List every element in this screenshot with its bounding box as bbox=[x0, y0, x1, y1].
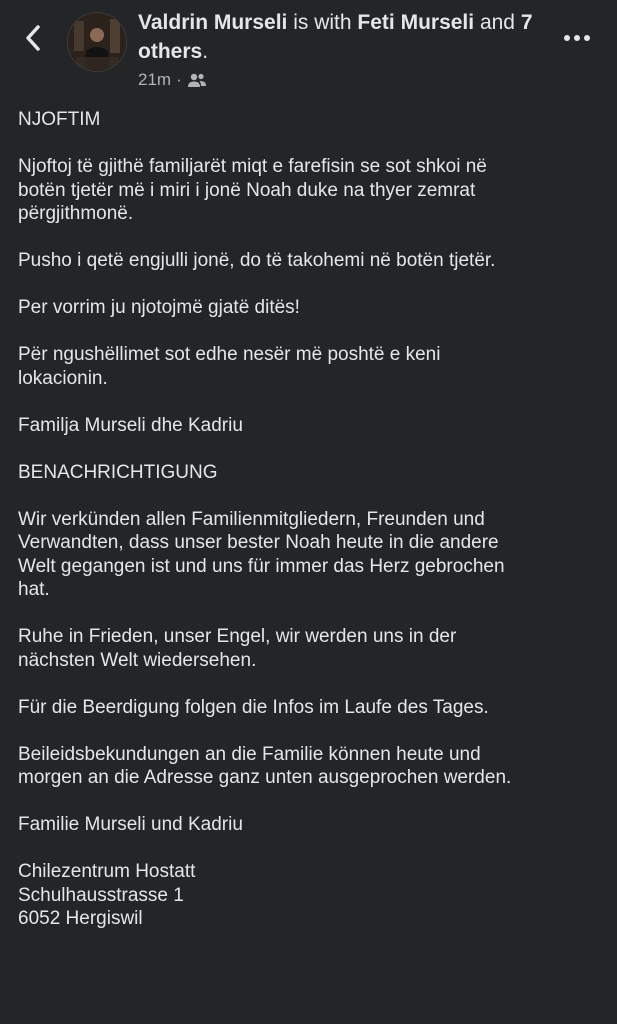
post-paragraph: Njoftoj të gjithë familjarët miqt e farefisin se sot shkoi në botën tjetër më i miri i jonë Noah duke na thyer zemrat përgjithmonë. bbox=[18, 156, 487, 224]
chevron-left-icon bbox=[24, 24, 42, 52]
friends-icon[interactable] bbox=[187, 72, 207, 88]
post-meta bbox=[138, 70, 548, 90]
meta-separator: · bbox=[176, 70, 182, 89]
post-paragraph: Për ngushëllimet sot edhe nesër më poshtë e keni lokacionin. bbox=[18, 344, 441, 389]
post-header-text bbox=[138, 8, 548, 90]
post-header bbox=[0, 0, 617, 100]
post-paragraph: Für die Beerdigung folgen die Infos im Laufe des Tages. bbox=[18, 696, 489, 718]
author-name[interactable]: Valdrin Murseli bbox=[138, 11, 288, 34]
more-options-button[interactable] bbox=[559, 28, 595, 48]
post-content bbox=[18, 108, 603, 931]
post-title bbox=[138, 8, 548, 66]
post-time[interactable]: 21m bbox=[138, 70, 172, 89]
avatar-photo bbox=[68, 13, 126, 71]
and-text: and bbox=[474, 11, 521, 34]
tagged-name[interactable]: Feti Murseli bbox=[357, 11, 475, 34]
post-paragraph: NJOFTIM bbox=[18, 109, 101, 130]
title-period: . bbox=[202, 40, 209, 63]
post-paragraph: Chilezentrum Hostatt Schulhausstrasse 1 6052 Hergiswil bbox=[18, 861, 196, 929]
others-link[interactable]: 7 others bbox=[138, 11, 533, 63]
post-paragraph: Beileidsbekundungen an die Familie können heute und morgen an die Adresse ganz unten ausgeprochen werden. bbox=[18, 743, 512, 788]
post-paragraph: Familie Murseli und Kadriu bbox=[18, 814, 243, 835]
more-dots-icon bbox=[563, 34, 591, 42]
avatar[interactable] bbox=[67, 12, 127, 72]
post-paragraph: Per vorrim ju njotojmë gjatë ditës! bbox=[18, 297, 300, 318]
back-button[interactable] bbox=[18, 20, 48, 56]
post-paragraph: Pusho i qetë engjulli jonë, do të takohemi në botën tjetër. bbox=[18, 250, 496, 271]
post-paragraph: Familja Murseli dhe Kadriu bbox=[18, 414, 243, 436]
post-paragraph: Ruhe in Frieden, unser Engel, wir werden uns in der nächsten Welt wiedersehen. bbox=[18, 626, 457, 671]
post-paragraph: Wir verkünden allen Familienmitgliedern, Freunden und Verwandten, dass unser bester Noah heute in die andere Welt gegangen ist und uns für immer das Herz gebrochen hat. bbox=[18, 508, 505, 600]
with-text: is with bbox=[287, 11, 358, 34]
post-paragraph: BENACHRICHTIGUNG bbox=[18, 461, 218, 483]
